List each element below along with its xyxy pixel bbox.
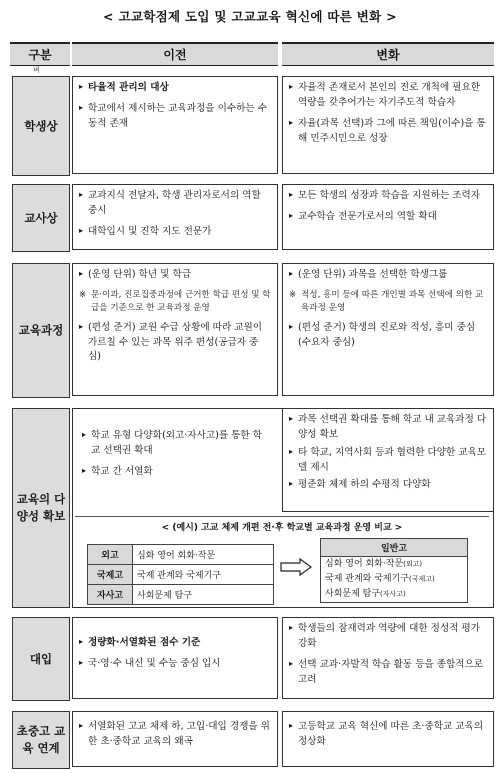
student-after [282, 76, 494, 174]
list-item: ▸ 자율적 존재로서 본인의 진로 개척에 필요한 역량을 갖추어가는 자기주도적 학습자 [289, 81, 487, 111]
admission-before [72, 617, 278, 699]
list-item: ▸ 모든 학생의 성장과 학습을 지원하는 조력자 [289, 189, 487, 204]
general-school-box [320, 538, 468, 603]
list-item: ▸ 선택 교과·자발적 학습 활동 등을 종합적으로 고려 [289, 658, 487, 688]
curriculum-before [72, 263, 278, 396]
category-curriculum: 교육과정 [12, 263, 70, 398]
category-admission: 대입 [12, 617, 70, 701]
category-student: 학생상 [12, 76, 70, 176]
arrow-right-icon [280, 558, 312, 576]
header-sub-mark: 벼 [33, 66, 40, 74]
diversity-after [282, 408, 494, 512]
link-before [72, 711, 278, 767]
note: ※ 적성, 흥미 등에 따른 개인별 과목 선택에 의한 교육과정 운영 [289, 289, 487, 315]
header-after: 변화 [282, 42, 494, 66]
list-item: 심화 영어 회화·작문(외고) [325, 559, 423, 569]
category-diversity: 교육의 다양성 확보 [12, 408, 70, 608]
curriculum-after [282, 263, 494, 396]
list-item: 국제 관계와 국제기구(국제고) [325, 574, 435, 585]
example-title: < (예시) 고교 체제 개편 전·후 학교별 교육과정 운영 비교 > [75, 516, 489, 533]
list-item: ▸ 타 학교, 지역사회 등과 협력한 다양한 교육모델 제시 [289, 446, 487, 476]
list-item: ▸ 자율(과목 선택)과 그에 따른 책임(이수)을 통해 민주시민으로 성장 [289, 117, 487, 147]
category-school-link: 초중고 교육 연계 [12, 711, 70, 769]
page-title: < 고교학점제 도입 및 고교교육 혁신에 따른 변화 > [103, 9, 397, 24]
list-item: 사회문제 탐구(자사고) [325, 589, 406, 600]
list-item: ▸ 평준화 체제 하의 수평적 다양화 [289, 478, 487, 493]
category-teacher: 교사상 [12, 184, 70, 252]
list-item: ▸ 과목 선택권 확대를 통해 학교 내 교육과정 다양성 확보 [289, 413, 487, 443]
teacher-after [282, 184, 494, 250]
list-item: ▸ (운영 단위) 학년 및 학급 [79, 268, 271, 283]
list-item: ▸ 교수학습 전문가로서의 역할 확대 [289, 210, 487, 225]
list-item: ▸ (운영 단위) 과목을 선택한 학생그룹 [289, 268, 487, 283]
before-school-table [87, 544, 274, 605]
list-item: ▸ 학교에서 제시하는 교육과정을 이수하는 수동적 존재 [79, 102, 271, 132]
diversity-before [76, 425, 276, 505]
list-item: ▸ 국·영·수 내신 및 수능 중심 입시 [79, 657, 271, 672]
table-row: 자사고 사회문제 탐구 [88, 585, 274, 605]
teacher-before [72, 184, 278, 250]
note: ※ 문·이과, 진로집중과정에 근거한 학급 편성 및 학급을 기준으로 한 교육과정 운영 [79, 289, 271, 315]
student-before [72, 76, 278, 174]
header-before: 이전 [72, 42, 278, 66]
list-item: ▸ 학교 유형 다양화(외고·자사고)를 통한 학교 선택권 확대 [82, 429, 270, 459]
table-row: 국제고 국제 관계와 국제기구 [88, 565, 274, 585]
table-row: 외고 심화 영어 회화·작문 [88, 545, 274, 565]
list-item: ▸ 타율적 관리의 대상 [79, 81, 271, 96]
list-item: ▸ 고등학교 교육 혁신에 따른 초·중학교 교육의 정상화 [289, 720, 487, 750]
list-item: ▸ 교과지식 전달자, 학생 관리자로서의 역할 중시 [79, 189, 271, 219]
list-item: ▸ (편성 준거) 교원 수급 상황에 따라 교원이 가르칠 수 있는 과목 위주 편성(공급자 중심) [79, 321, 271, 366]
general-school-head: 일반고 [321, 539, 467, 557]
list-item: ▸ 서열화된 고교 체제 하, 고입·대입 경쟁을 위한 초·중학교 교육의 왜곡 [79, 720, 271, 750]
header-category: 구분 [10, 42, 70, 66]
list-item: ▸ 학교 간 서열화 [82, 465, 270, 480]
list-item: ▸ 정량화·서열화된 점수 기준 [79, 636, 271, 651]
list-item: ▸ 학생들의 잠재력과 역량에 대한 정성적 평가 강화 [289, 622, 487, 652]
admission-after [282, 617, 494, 699]
link-after [282, 711, 494, 767]
list-item: ▸ (편성 준거) 학생의 진로와 적성, 흥미 중심(수요자 중심) [289, 321, 487, 351]
list-item: ▸ 대학입시 및 진학 지도 전문가 [79, 225, 271, 240]
